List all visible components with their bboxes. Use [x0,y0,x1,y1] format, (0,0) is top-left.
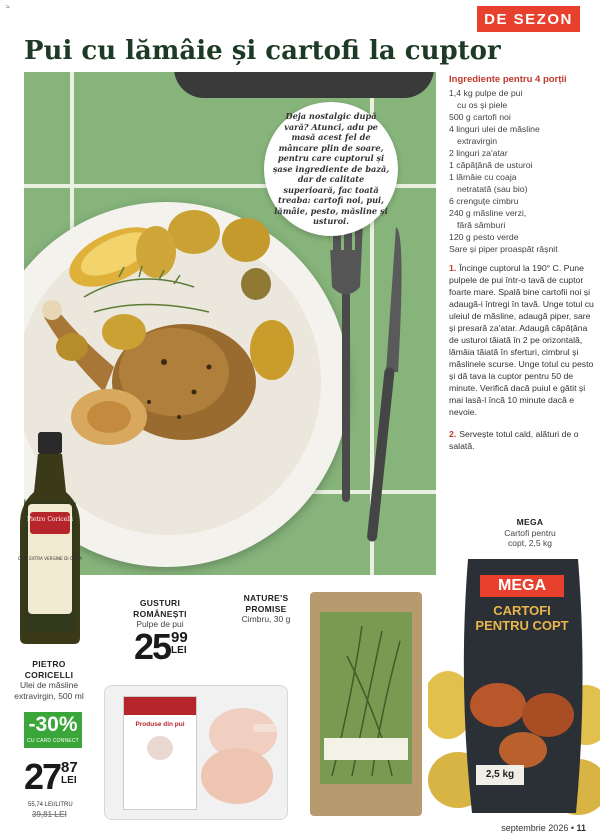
step-text: Servește totul cald, alături de o salată. [449,429,579,451]
chicken-desc: Pulpe de pui [136,619,184,629]
ingredient-item: 1,4 kg pulpe de pui [449,88,523,98]
bottle-label-text: OLIO EXTRA VERGINE DI OLIVA [17,556,83,561]
ingredient-item: 1 lămâie cu coaja [449,172,517,182]
step-text: Încinge cuptorul la 190° C. Pune pulpele de pui într-o tavă de cuptor foarte mare. Spală bine cartofii noi și adaugă-i întregi în tavă. Unge totul cu uleiul de măsline, adaugă piper, sare și presară za'atar. Adaugă căpățâna de usturoi tăiată în 2 pe orizontală, lămâia tăiată în sferturi, cimbrul și măslinele scurse. Unge totul cu pesto și dă tava la cuptor pentru 50 de minute. Verifică dacă puiul e gătit și mai lasă-l încă 10 minute dacă e nevoie. [449,263,594,417]
ingredients-title: Ingrediente pentru 4 porții [449,74,567,85]
chicken-price-dec: 99 [171,629,188,646]
speech-bubble [264,102,398,236]
chicken-price [134,626,188,667]
ingredient-item: Sare și piper proaspăt râșnit [449,244,558,254]
oil-old-price: 39,81 LEI [32,810,67,819]
article-title: Pui cu lămâie și cartofi la cuptor [24,36,501,66]
potatoes-desc: Cartofi pentru copt, 2,5 kg [504,527,556,548]
oil-label [14,659,84,701]
recipe-steps [449,262,595,462]
thyme-desc: Cimbru, 30 g [241,614,291,624]
potatoes-label [494,517,566,549]
olive-oil-bottle [14,432,86,646]
step-number: 2. [449,429,457,439]
bottle-brand-text: Pietro Coricelli [27,516,73,523]
thyme-brand: NATURE'S PROMISE [243,593,289,614]
ingredient-item: netratată (sau bio) [457,184,528,194]
chicken-label [124,598,196,630]
ingredient-item: 500 g cartofi noi [449,112,511,122]
ingredient-item: 1 căpățână de usturoi [449,160,533,170]
package-label [123,696,197,810]
recipe-step [449,428,595,452]
chicken-brand: GUSTURI ROMÂNEȘTI [133,598,187,619]
potatoes-bag [428,555,600,818]
ingredient-item: 240 g măsline verzi, [449,208,527,218]
thyme-package [310,592,422,816]
footer-month: septembrie 2026 [501,823,569,833]
ingredient-item: 2 linguri za'atar [449,148,508,158]
ingredient-item: 120 g pesto verde [449,232,519,242]
bag-title: CARTOFI PENTRU COPT [475,603,569,633]
ingredient-item: 6 crenguțe cimbru [449,196,519,206]
oil-price-dec: 87 [61,759,78,776]
oil-unit-price: 55,74 LEI/LITRU [28,802,73,808]
oil-currency: LEI [61,775,77,786]
bag-weight: 2,5 kg [476,765,524,785]
recipe-step [449,262,595,418]
potatoes-brand: MEGA [516,517,544,527]
chicken-legs-raw [197,694,283,812]
page-footer: septembrie 2026 • 11 [501,823,586,833]
oil-price [24,756,78,797]
ingredient-item: extravirgin [457,136,498,146]
chicken-currency: LEI [171,645,187,656]
chicken-package [104,685,288,820]
ingredient-item: fără sâmburi [457,220,506,230]
thyme-label [226,593,306,625]
season-tag: DE SEZON [477,6,580,32]
page-number: 11 [576,823,586,833]
card-connect-note: CU CARD CONNECT [27,738,79,744]
oil-price-int: 27 [24,756,61,797]
ingredient-item: cu os și piele [457,100,508,110]
chicken-price-int: 25 [134,626,171,667]
knife-icon [367,227,402,542]
oil-brand: PIETRO CORICELLI [24,659,74,680]
discount-badge [24,712,82,748]
ingredient-item: 4 linguri ulei de măsline [449,124,540,134]
corner-mark: ≈ [6,4,10,11]
oil-desc: Ulei de măsline extravirgin, 500 ml [14,680,84,701]
fork-icon [329,220,363,502]
speech-bubble-text: Deja nostalgic după vară? Atunci, adu pe masă acest fel de mâncare plin de soare, pentru care cuptorul și șase ingrediente de bază, dar de calitate superioară, fac toată treaba: cartofi noi, pui, lămâie, pesto, măsline și usturoi. [272,111,390,227]
discount-percent: -30% [28,713,78,736]
mega-logo: MEGA [480,575,564,597]
ingredients-list [449,87,595,255]
step-number: 1. [449,263,457,273]
package-label-text: Produse din pui [135,721,185,728]
